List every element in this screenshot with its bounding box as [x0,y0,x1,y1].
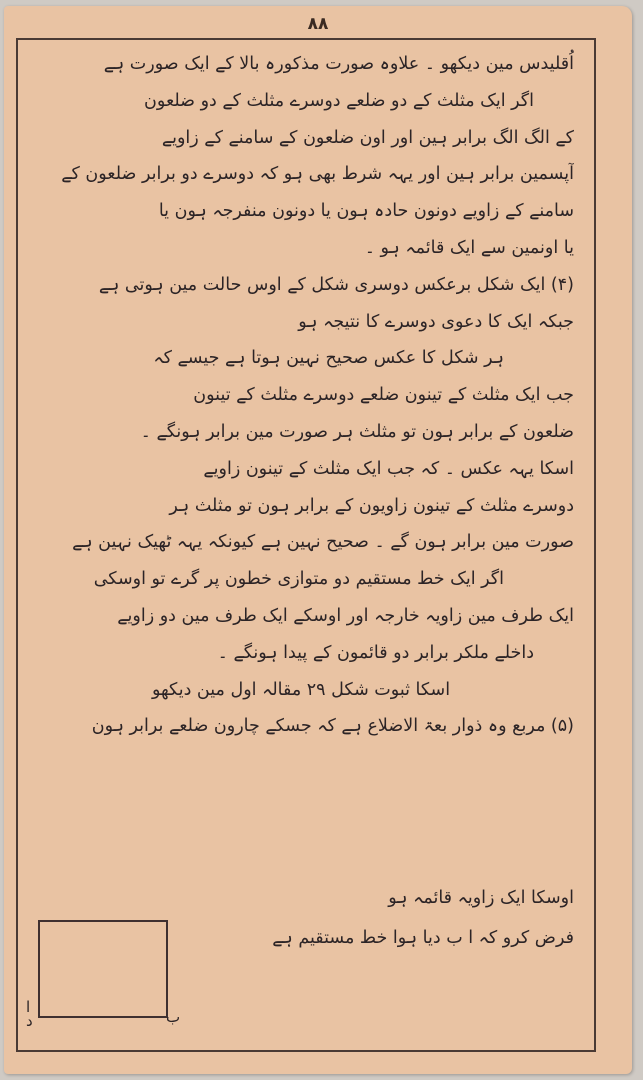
text-line: اسکا ثبوت شکل ۲۹ مقالہ اول مین دیکھو [151,679,451,700]
text-line: (۴) ایک شکل برعکس دوسری شکل کے اوس حالت مین ہوتی ہے [98,274,574,295]
text-line: اسکا یہہ عکس ۔ کہ جب ایک مثلث کے تینون زاویے [203,458,574,479]
text-line: کے الگ الگ برابر ہین اور اون ضلعون کے سامنے کے زاویے [161,127,574,148]
text-line: اگر ایک مثلث کے دو ضلعے دوسرے مثلث کے دو ضلعون [144,90,534,111]
figure-label-a: ا [26,998,31,1016]
text-line: اگر ایک خط مستقیم دو متوازی خطون پر گرے تو اوسکی [93,569,504,590]
text-line: آپسمین برابر ہین اور یہہ شرط بھی ہو کہ دوسرے دو برابر ضلعون کے [61,164,574,185]
text-line: ہر شکل کا عکس صحیح نہین ہوتا ہے جیسے کہ [153,348,504,369]
text-line: (۵) مربع وہ ذوار بعۃ الاضلاع ہے کہ جسکے چارون ضلعے برابر ہون [91,716,574,737]
page-number: ۸۸ [307,14,329,34]
bottom-text [180,878,574,1028]
text-line: ضلعون کے برابر ہون تو مثلث ہر صورت مین برابر ہونگے ۔ [140,421,574,442]
text-line: اُقلیدس مین دیکھو ۔ علاوہ صورت مذکورہ بالا کے ایک صورت ہے [103,54,574,74]
figure-label-d: د [26,1012,33,1030]
text-line: ایک طرف مین زاویہ خارجہ اور اوسکے ایک طرف مین دو زاویے [117,605,574,626]
text-line: یا اونمین سے ایک قائمہ ہو ۔ [364,237,574,258]
text-line: صورت مین برابر ہون گے ۔ صحیح نہین ہے کیونکہ یہہ ٹھیک نہین ہے [72,532,574,553]
square-figure [38,920,168,1018]
main-text [28,46,574,866]
text-line: دوسرے مثلث کے تینون زاویون کے برابر ہون تو مثلث ہر [169,495,574,516]
text-line: داخلے ملکر برابر دو قائمون کے پیدا ہونگے ۔ [217,642,534,663]
figure-label-b: ب [166,1008,181,1026]
text-line: فرض کرو کہ ا ب دیا ہوا خط مستقیم ہے [272,928,574,948]
text-line: سامنے کے زاویے دونون حادہ ہون یا دونون منفرجہ ہون یا [158,201,574,222]
book-page [4,6,632,1074]
text-line: اوسکا ایک زاویہ قائمہ ہو [388,888,574,908]
text-line: جب ایک مثلث کے تینون ضلعے دوسرے مثلث کے تینون [193,385,574,406]
text-line: جبکہ ایک کا دعوی دوسرے کا نتیجہ ہو [298,311,574,332]
